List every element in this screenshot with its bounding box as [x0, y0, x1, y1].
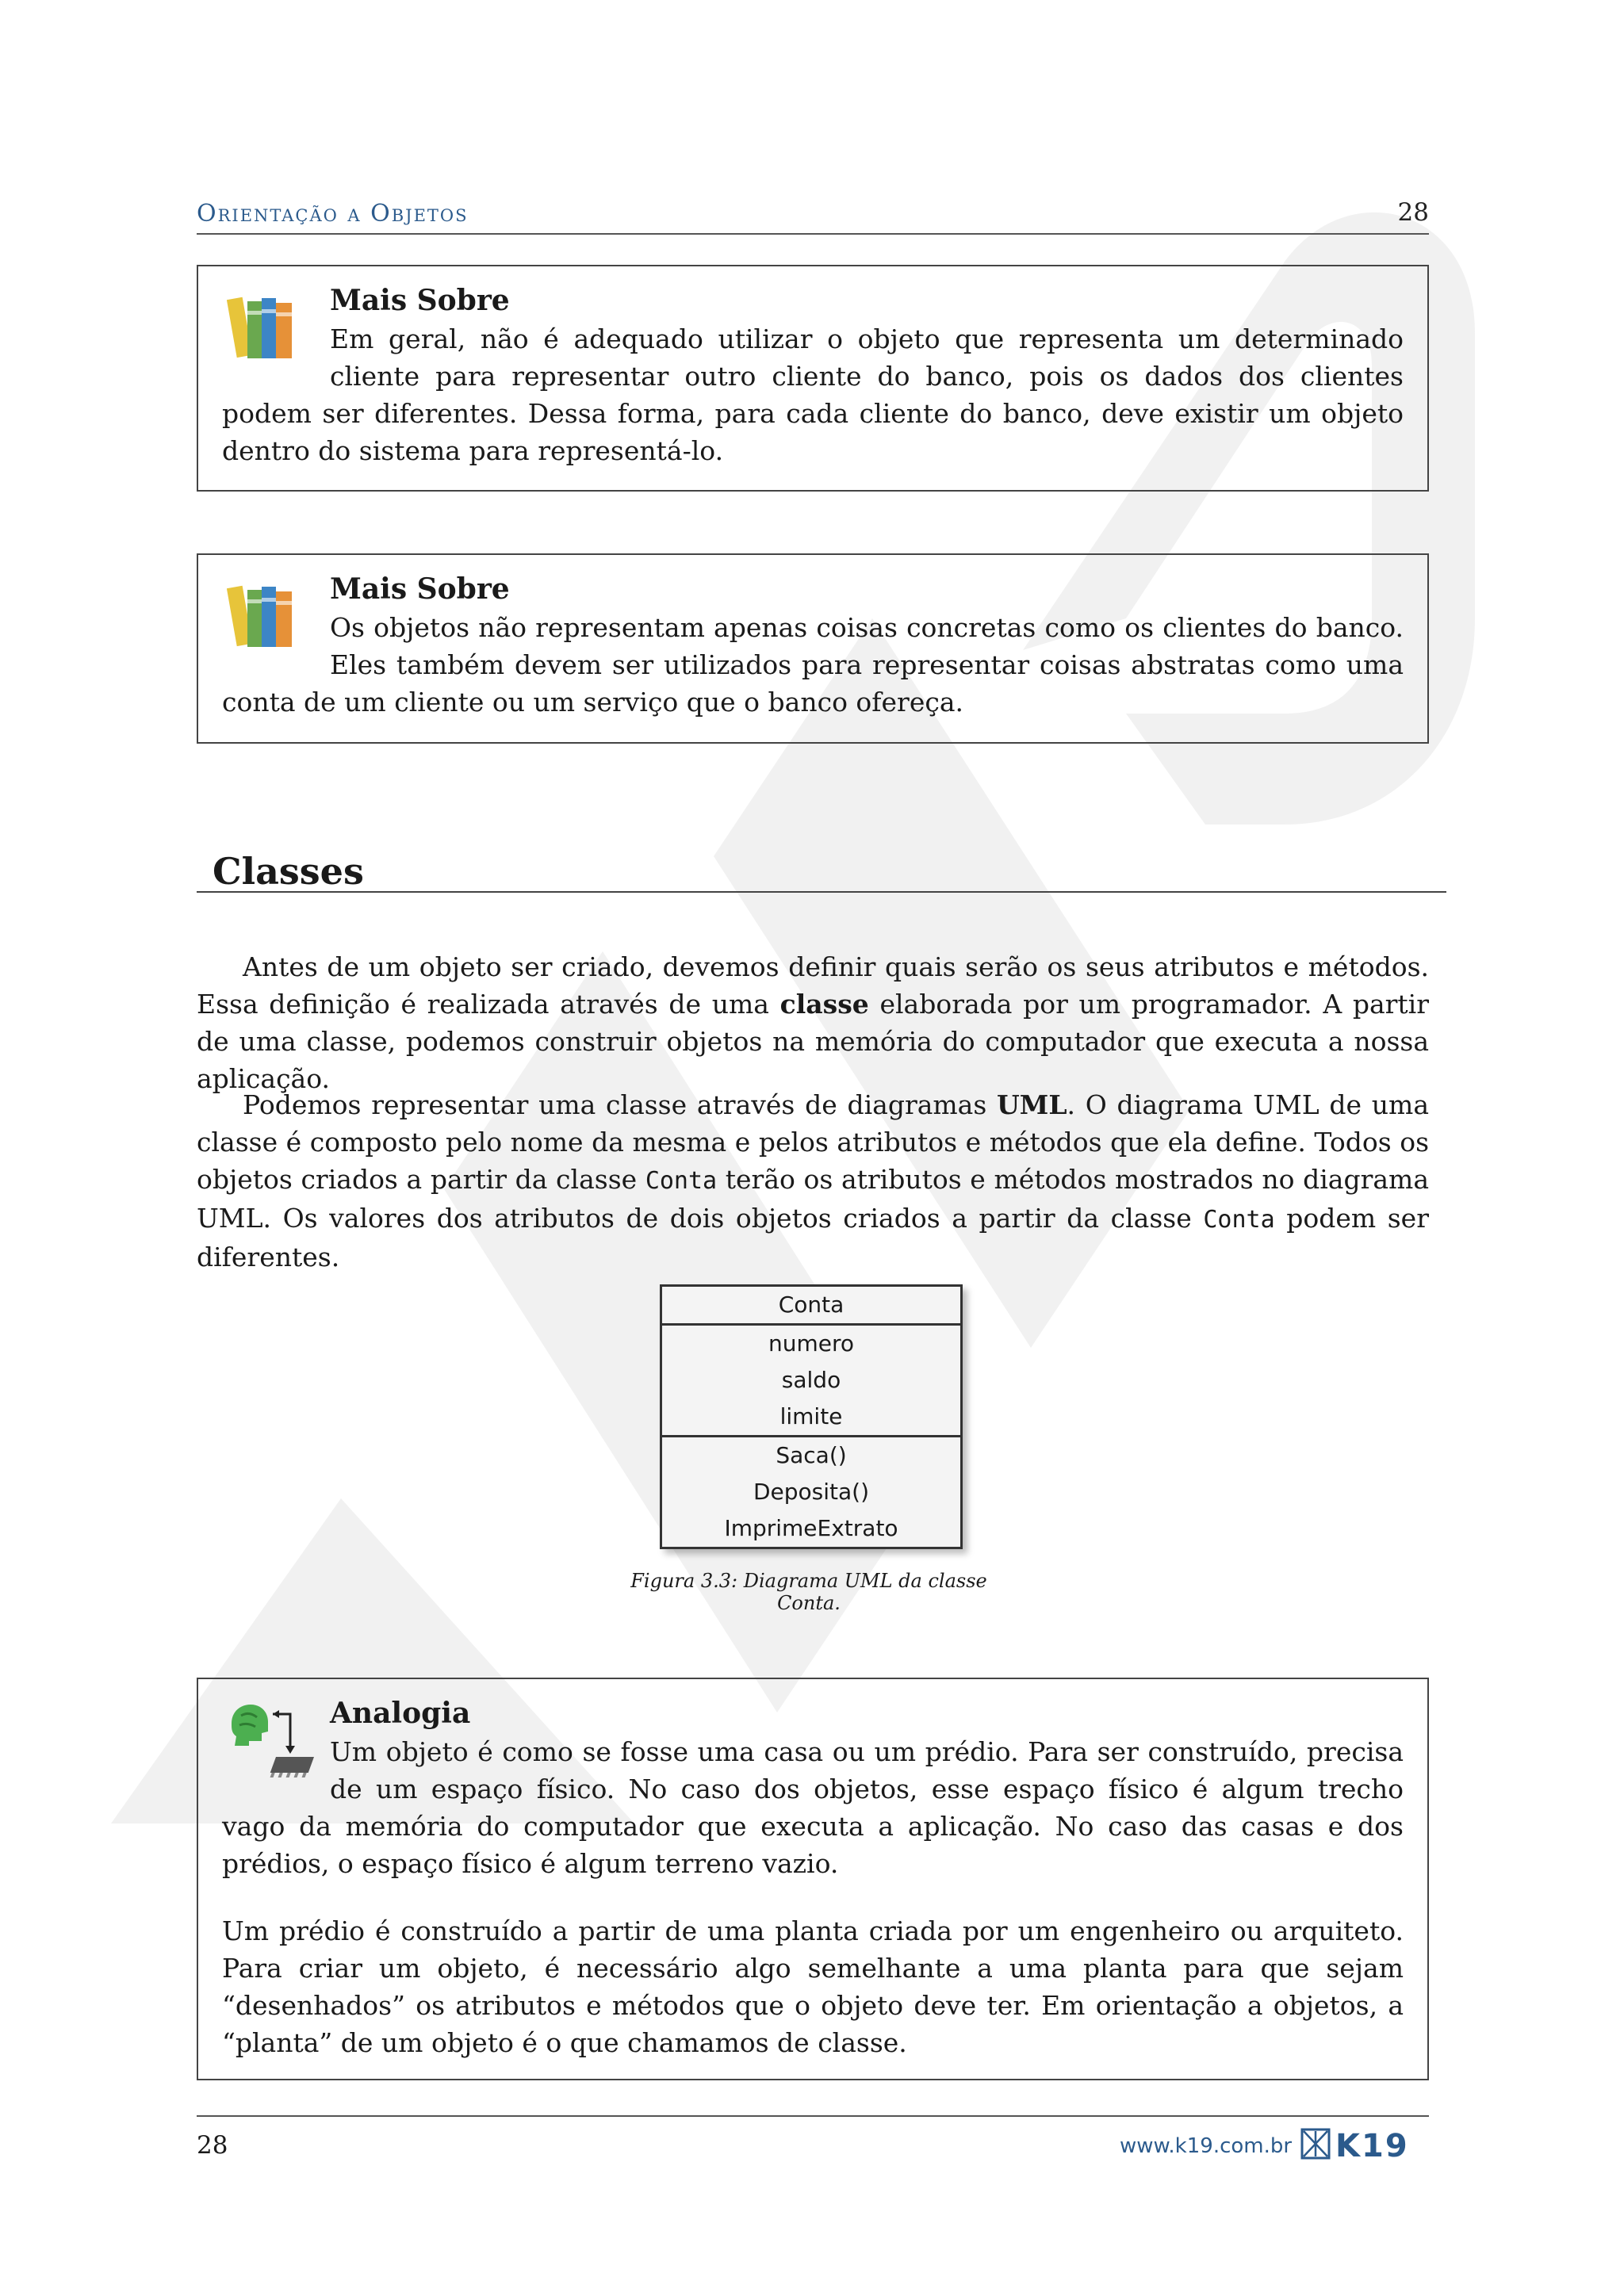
- note-box-1: [197, 265, 1429, 492]
- section-title: Classes: [213, 850, 364, 893]
- header-page-number: 28: [1397, 198, 1429, 227]
- bold-term: UML: [997, 1089, 1067, 1120]
- uml-method: Deposita(): [753, 1479, 870, 1505]
- analogy-title: Analogia: [330, 1697, 471, 1730]
- footer-rule: [197, 2115, 1429, 2117]
- footer-page-number: 28: [197, 2131, 228, 2160]
- analogy-box: [197, 1678, 1429, 2080]
- inline-code: Conta: [645, 1167, 718, 1195]
- svg-text:K19: K19: [1335, 2128, 1409, 2163]
- section-divider: [197, 891, 1446, 893]
- website-link[interactable]: www.k19.com.br: [1120, 2134, 1293, 2158]
- uml-method: ImprimeExtrato: [724, 1515, 898, 1541]
- paragraph-1: Antes de um objeto ser criado, devemos definir quais serão os seus atributos e métodos. Essa definição é realizada através de uma classe elaborada por um programador. A partir de uma classe, podemos construir objetos na memória do computador que executa a nossa aplicação.: [197, 951, 1429, 1094]
- running-header: [197, 197, 1429, 235]
- note-text: Os objetos não representam apenas coisas concretas como os clientes do banco. Eles também devem ser utilizados para representar coisas abstratas como uma conta de um cliente ou um serviço que o banco ofereça.: [222, 612, 1404, 718]
- uml-methods: [662, 1435, 960, 1547]
- uml-attribute: numero: [768, 1330, 855, 1357]
- chapter-title: Orientação a Objetos: [197, 200, 469, 228]
- note-title: Mais Sobre: [330, 572, 510, 606]
- k19-logo: [1300, 2126, 1432, 2163]
- figure-caption: Figura 3.3: Diagrama UML da classe Conta.: [630, 1570, 987, 1614]
- bold-term: classe: [779, 989, 869, 1020]
- uml-attribute: limite: [779, 1403, 843, 1429]
- note-text: Em geral, não é adequado utilizar o objeto que representa um determinado cliente para representar outro cliente do banco, pois os dados dos clientes podem ser diferentes. Dessa forma, para cada cliente do banco, deve existir um objeto dentro do sistema para representá-lo.: [222, 323, 1404, 466]
- uml-class-diagram: [660, 1284, 963, 1549]
- uml-method: Saca(): [776, 1442, 847, 1468]
- uml-attributes: [662, 1323, 960, 1435]
- analogy-text-2: Um prédio é construído a partir de uma planta criada por um engenheiro ou arquiteto. Para criar um objeto, é necessário algo semelhante a uma planta para que sejam “desenhados” os atributos e métodos que o objeto deve ter. Em orientação a objetos, a “planta” de um objeto é o que chamamos de classe.: [222, 1915, 1404, 2058]
- inline-code: Conta: [1203, 1206, 1275, 1234]
- note-box-2: [197, 553, 1429, 744]
- note-title: Mais Sobre: [330, 284, 510, 317]
- uml-class-name: Conta: [778, 1292, 845, 1318]
- paragraph-2: Podemos representar uma classe através de diagramas UML. O diagrama UML de uma classe é composto pelo nome da mesma e pelos atributos e métodos que ela define. Todos os objetos criados a partir da classe Conta terão os atributos e métodos mostrados no diagrama UML. Os valores dos atributos de dois objetos criados a partir da classe Conta podem ser diferentes.: [197, 1089, 1429, 1272]
- analogy-text-1: Um objeto é como se fosse uma casa ou um prédio. Para ser construído, precisa de um espaço físico. No caso dos objetos, esse espaço físico é algum trecho vago da memória do computador que executa a aplicação. No caso das casas e dos prédios, o espaço físico é algum terreno vazio.: [222, 1736, 1404, 1879]
- uml-attribute: saldo: [781, 1367, 841, 1393]
